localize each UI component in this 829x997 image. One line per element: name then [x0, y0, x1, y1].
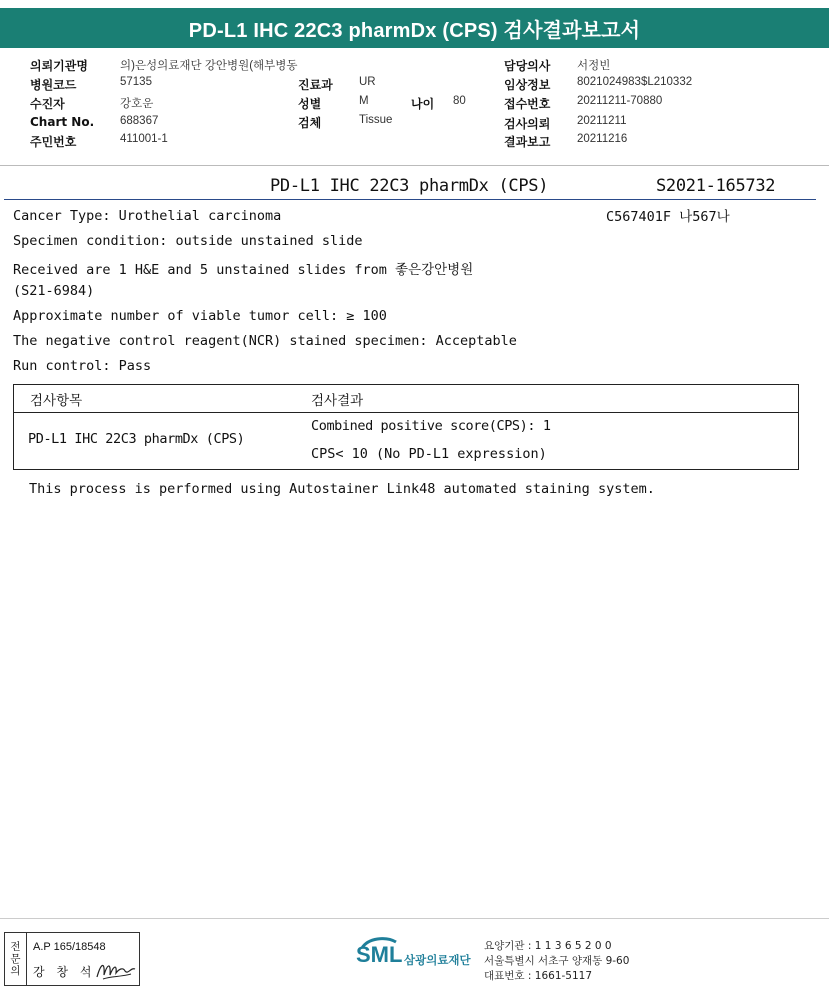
patient-info-section: [0, 48, 829, 166]
doctor-label: 담당의사: [504, 59, 551, 73]
test-item-value: PD-L1 IHC 22C3 pharmDx (CPS): [28, 431, 245, 447]
report-line-case-number: (S21-6984): [13, 283, 95, 299]
test-item-header: 검사항목: [30, 393, 83, 409]
logo-text: SML: [356, 942, 403, 967]
report-line-cancer-type: Cancer Type: Urothelial carcinoma: [13, 208, 282, 224]
request-value: 20211211: [577, 115, 627, 127]
specimen-code: C567401F 나567나: [606, 209, 730, 225]
result-table: [13, 384, 799, 470]
sml-logo: [356, 936, 478, 980]
report-heading: PD-L1 IHC 22C3 pharmDx (CPS): [270, 176, 549, 196]
clinical-label: 임상정보: [504, 78, 551, 92]
patient-value: 강호운: [120, 98, 154, 110]
vertical-char-2: 문: [10, 953, 21, 965]
report-date-value: 20211216: [577, 133, 628, 145]
method-footnote: This process is performed using Autostainer Link48 automated staining system.: [29, 481, 655, 497]
report-line-received: Received are 1 H&E and 5 unstained slides from 좋은강안병원: [13, 262, 474, 278]
phone-number: 대표번호 : 1661-5117: [484, 970, 593, 982]
institution-value: 의)은성의료재단 강안병원(해부병동: [120, 60, 298, 72]
cps-score: Combined positive score(CPS): 1: [311, 418, 551, 434]
header-divider: [4, 199, 816, 200]
report-date-label: 결과보고: [504, 135, 551, 149]
vertical-char-1: 전: [10, 941, 21, 953]
organization-name: 삼광의료재단: [404, 953, 471, 967]
patient-label: 수진자: [30, 97, 65, 111]
contact-info: [484, 939, 629, 984]
vertical-char-3: 의: [10, 965, 21, 977]
specialist-vertical-label: [5, 933, 27, 985]
institution-label: 의뢰기관명: [30, 59, 88, 73]
address: 서울특별시 서초구 양재동 9-60: [484, 955, 630, 967]
doctor-value: 서정빈: [577, 60, 611, 72]
ap-number: A.P 165/18548: [33, 941, 106, 953]
chart-value: 688367: [120, 115, 159, 127]
report-title: PD-L1 IHC 22C3 pharmDx (CPS) 검사결과보고서: [0, 8, 829, 48]
report-line-ncr: The negative control reagent(NCR) stained specimen: Acceptable: [13, 333, 517, 349]
test-result-header: 검사결과: [311, 393, 364, 409]
age-value: 80: [453, 95, 466, 107]
cps-interpretation: CPS< 10 (No PD-L1 expression): [311, 446, 547, 462]
chart-label: Chart No.: [30, 115, 95, 129]
sex-value: M: [359, 95, 369, 107]
table-header-divider: [14, 412, 798, 413]
footer-divider: [0, 918, 829, 919]
signature-image: [95, 957, 137, 983]
pathologist-signature-box: [4, 932, 140, 986]
report-number: S2021-165732: [656, 176, 776, 196]
hospital-code-label: 병원코드: [30, 78, 77, 92]
request-label: 검사의뢰: [504, 117, 551, 131]
dept-value: UR: [359, 76, 376, 88]
sex-label: 성별: [298, 97, 322, 111]
specimen-value: Tissue: [359, 114, 393, 126]
report-line-run-control: Run control: Pass: [13, 358, 152, 374]
report-line-tumor-cell: Approximate number of viable tumor cell: ≥ 100: [13, 308, 387, 324]
dept-label: 진료과: [298, 78, 333, 92]
receipt-value: 20211211-70880: [577, 95, 663, 107]
receipt-label: 접수번호: [504, 97, 551, 111]
age-label: 나이: [411, 97, 435, 111]
hospital-code-value: 57135: [120, 76, 152, 88]
pathologist-name: 강 창 석: [33, 965, 96, 979]
institution-code: 요양기관 : 1 1 3 6 5 2 0 0: [484, 940, 612, 952]
clinical-value: 8021024983$L210332: [577, 76, 693, 88]
specimen-label: 검체: [298, 116, 322, 130]
rrn-value: 411001-1: [120, 133, 168, 145]
rrn-label: 주민번호: [30, 135, 77, 149]
report-line-specimen-condition: Specimen condition: outside unstained slide: [13, 233, 363, 249]
